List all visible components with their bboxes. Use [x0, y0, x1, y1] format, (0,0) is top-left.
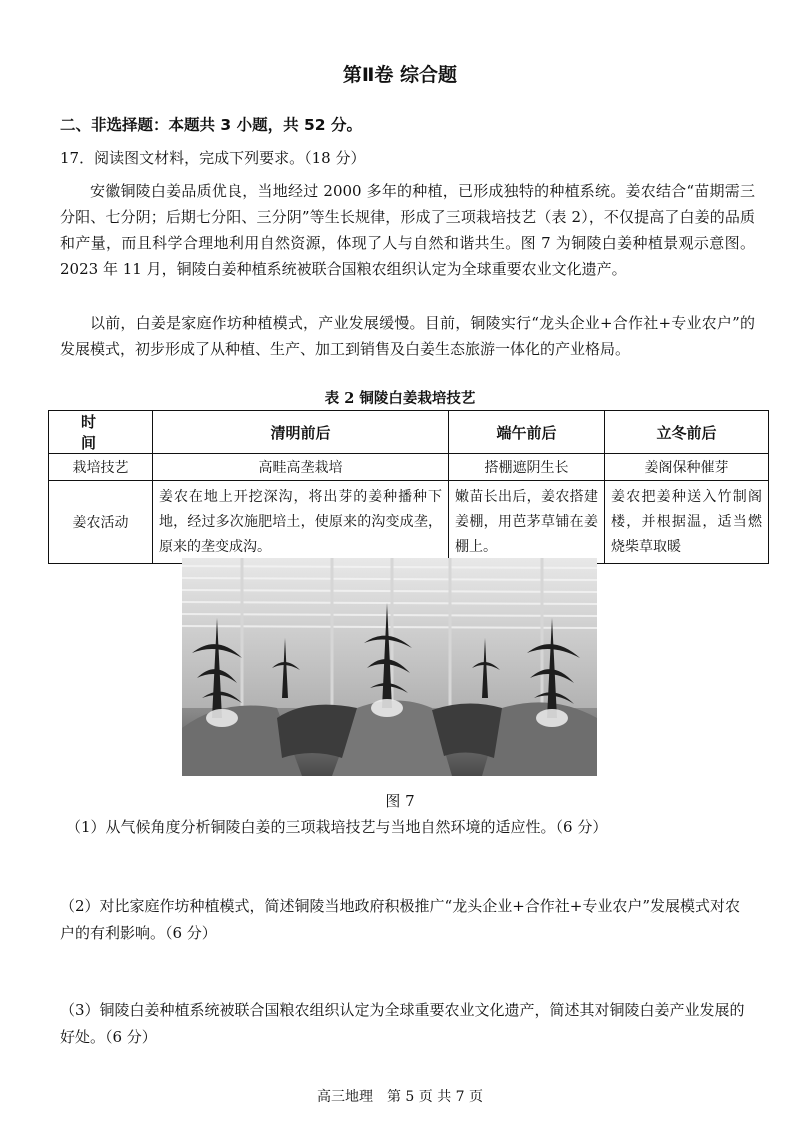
subquestion-2: （2）对比家庭作坊种植模式，简述铜陵当地政府积极推广“龙头企业+合作社+专业农户”发展模式对农户的有利影响。（6 分）	[60, 897, 741, 942]
material-paragraph-2: 以前，白姜是家庭作坊种植模式，产业发展缓慢。目前，铜陵实行“龙头企业+合作社+专业农户”的发展模式，初步形成了从种植、生产、加工到销售及白姜生态旅游一体化的产业格局。	[60, 314, 755, 358]
table-cell: 姜农把姜种送入竹制阁楼，并根据温，适当燃烧柴草取暖	[605, 481, 769, 564]
table-header-col: 立冬前后	[605, 411, 769, 454]
table-cell: 高畦高垄栽培	[153, 454, 449, 481]
table-cell: 姜农在地上开挖深沟，将出芽的姜种播种下地，经过多次施肥培土，使原来的沟变成垄，原来的垄变成沟。	[153, 481, 449, 564]
material-paragraph-1: 安徽铜陵白姜品质优良，当地经过 2000 多年的种植，已形成独特的种植系统。姜农结合“苗期需三分阳、七分阴；后期七分阳、三分阴”等生长规律，形成了三项栽培技艺（表 2），不仅提高了白姜的品质和产量，而且科学合理地利用自然资源，体现了人与自然和谐共生。图 7 为铜陵白姜种植景观示意图。 2023 年 11 月，铜陵白姜种植系统被联合国粮农组织认定为全球重要农业文化遗产。	[60, 182, 755, 278]
ginger-planting-figure	[182, 558, 597, 776]
table-header-col: 清明前后	[153, 411, 449, 454]
page-footer: 高三地理 第 5 页 共 7 页	[316, 1089, 484, 1105]
cultivation-table	[48, 410, 769, 564]
table-caption: 表 2 铜陵白姜栽培技艺	[324, 390, 476, 407]
section-heading: 二、非选择题：本题共 3 小题，共 52 分。	[60, 116, 362, 134]
table-cell: 姜阁保种催芽	[605, 454, 769, 481]
table-row	[49, 481, 769, 564]
row-label: 姜农活动	[49, 481, 153, 564]
table-cell: 嫩苗长出后，姜农搭建姜棚，用芭茅草铺在姜棚上。	[449, 481, 605, 564]
table-header-row	[49, 411, 769, 454]
table-cell: 搭棚遮阴生长	[449, 454, 605, 481]
figure-caption: 图 7	[385, 792, 415, 810]
table-row	[49, 454, 769, 481]
question-intro: 17．阅读图文材料，完成下列要求。（18 分）	[60, 149, 366, 167]
subquestion-3: （3）铜陵白姜种植系统被联合国粮农组织认定为全球重要农业文化遗产，简述其对铜陵白姜产业发展的好处。（6 分）	[60, 1001, 745, 1046]
table-header-col: 端午前后	[449, 411, 605, 454]
ginger-shed-illustration	[182, 558, 597, 776]
subquestion-1: （1）从气候角度分析铜陵白姜的三项栽培技艺与当地自然环境的适应性。（6 分）	[66, 818, 608, 836]
page-title: 第Ⅱ卷 综合题	[342, 64, 458, 86]
row-label: 栽培技艺	[49, 454, 153, 481]
table-header-time: 时 间	[49, 411, 153, 454]
